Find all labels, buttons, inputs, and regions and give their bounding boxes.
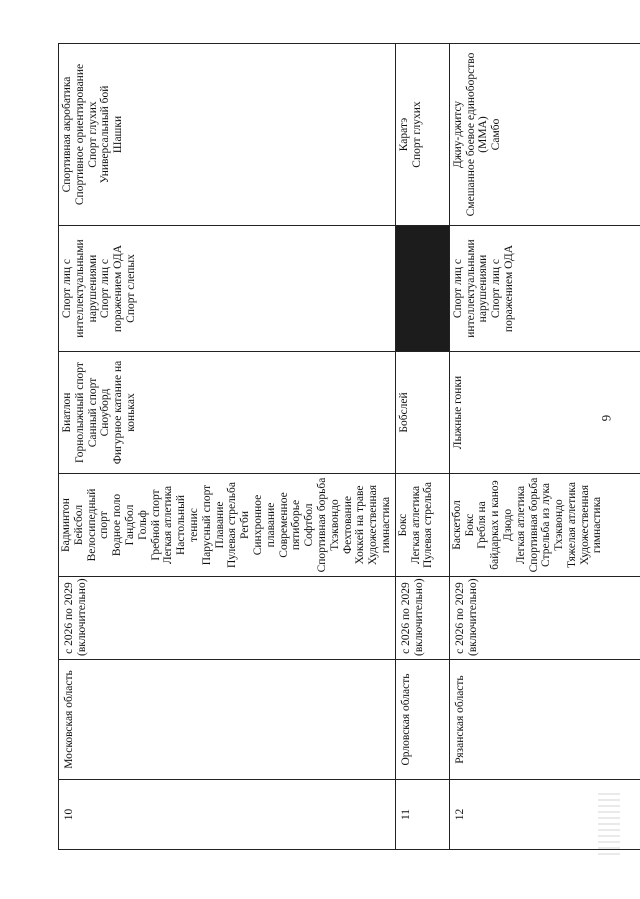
period-cell: с 2026 по 2029 (включительно): [449, 577, 640, 660]
winter-sports-cell: [395, 352, 449, 474]
sport-item: Пулевая стрельба: [226, 482, 239, 569]
sport-item: Велосипедный спорт: [85, 488, 111, 562]
sport-item: Настольный теннис: [175, 495, 200, 556]
sport-item: Биатлон: [61, 392, 73, 433]
period-cell: с 2026 по 2029 (включительно): [59, 577, 396, 660]
winter-sports-cell: [59, 352, 396, 474]
table-row: [395, 44, 449, 850]
table-body: [59, 44, 640, 850]
sport-item: Сноуборд: [99, 388, 112, 437]
region-cell: Московская область: [59, 660, 396, 780]
sport-item: Бадминтон: [60, 498, 72, 552]
scan-smudge: [598, 793, 620, 855]
sport-item: Художественная гимнастика: [367, 484, 392, 566]
sport-item: Джиу-джитсу: [451, 100, 464, 169]
sport-item: Тяжелая атлетика: [565, 482, 578, 568]
row-number-cell: 12: [449, 780, 640, 850]
sport-item: Фехтование: [341, 496, 354, 554]
sport-item: Фигурное катание на коньках: [112, 360, 137, 465]
page-number: 6: [599, 414, 614, 422]
sport-item: Гребной спорт: [149, 489, 162, 561]
sport-item: Плавание: [213, 501, 226, 549]
sport-item: Пулевая стрельба: [422, 482, 435, 569]
other-sports-cell: [449, 44, 640, 226]
winter-sports-cell: [449, 352, 640, 474]
sport-item: Дзюдо: [501, 508, 514, 542]
sport-item: Тхэквондо: [553, 499, 566, 551]
region-cell: Рязанская область: [449, 660, 640, 780]
other-sports-cell: [59, 44, 396, 226]
sport-item: Бокс: [396, 513, 409, 537]
sport-item: Водное поло: [111, 493, 124, 557]
sport-item: Гребля на байдарках и каноэ: [476, 480, 502, 570]
sport-item: Лыжные гонки: [451, 375, 464, 450]
sport-item: Регби: [239, 510, 252, 540]
sport-item: Спортивная борьба: [315, 477, 328, 573]
table-row: [449, 44, 640, 850]
period-cell: с 2026 по 2029 (включительно): [395, 577, 449, 660]
region-cell: Орловская область: [395, 660, 449, 780]
sport-item: Бобслей: [397, 392, 410, 433]
sport-item: Самбо: [490, 118, 503, 151]
redacted-cell: [395, 226, 449, 352]
summer-sports-cell: [395, 474, 449, 577]
sport-item: Гандбол: [123, 504, 136, 546]
sport-item: Бокс: [463, 513, 476, 537]
adaptive-sports-cell: [59, 226, 396, 352]
sport-item: Синхронное плавание: [251, 494, 277, 556]
sport-item: Софтбол: [303, 503, 316, 547]
sports-table: [58, 43, 640, 850]
sport-item: Стрельба из лука: [540, 483, 553, 567]
sport-item: Легкая атлетика: [409, 485, 422, 565]
adaptive-sports-cell: [449, 226, 640, 352]
sport-item: Художественная гимнастика: [578, 484, 604, 566]
sport-item: Спорт лиц с поражением ОДА: [490, 244, 515, 333]
row-number-cell: 10: [59, 780, 396, 850]
summer-sports-cell: [59, 474, 396, 577]
sport-item: Спорт слепых: [124, 254, 137, 323]
sport-item: Спортивная акробатика: [61, 76, 73, 193]
sport-item: Легкая атлетика: [514, 485, 527, 565]
sport-item: Спорт глухих: [410, 101, 423, 168]
sport-item: Спортивная борьба: [527, 477, 540, 573]
sport-item: Современное пятиборье: [277, 492, 303, 558]
rotated-table-wrapper: [58, 44, 604, 850]
sport-item: Спорт лиц с интеллектуальными нарушениями: [61, 239, 99, 338]
sport-item: Гольф: [136, 510, 149, 540]
sport-item: Хоккей на траве: [354, 485, 367, 565]
sport-item: Шашки: [112, 115, 125, 154]
sport-item: Горнолыжный спорт: [73, 362, 86, 463]
sport-item: Легкая атлетика: [162, 485, 175, 565]
sport-item: Спорт глухих: [86, 101, 99, 168]
sport-item: Баскетбол: [450, 500, 463, 550]
summer-sports-cell: [449, 474, 640, 577]
sport-item: Санный спорт: [86, 377, 99, 448]
sport-item: Бейсбол: [72, 504, 85, 546]
other-sports-cell: [395, 44, 449, 226]
sport-item: Спортивное ориентирование: [73, 63, 86, 206]
sport-item: Спорт лиц с поражением ОДА: [99, 244, 125, 333]
sport-item: Смешанное боевое единоборство (ММА): [464, 52, 490, 217]
sport-item: Спорт лиц с интеллектуальными нарушениями: [451, 239, 490, 338]
row-number-cell: 11: [395, 780, 449, 850]
sport-item: Парусный спорт: [200, 484, 213, 566]
table-row: [59, 44, 396, 850]
sport-item: Каратэ: [397, 117, 410, 152]
sport-item: Универсальный бой: [99, 85, 112, 184]
sport-item: Тхэквондо: [328, 499, 341, 551]
